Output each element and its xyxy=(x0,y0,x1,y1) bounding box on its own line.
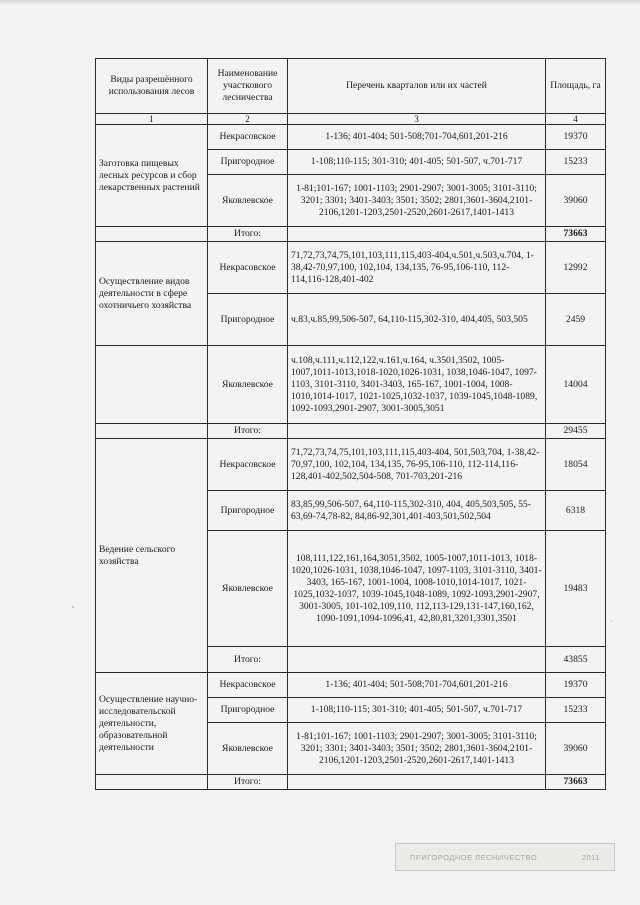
scan-speck xyxy=(611,620,612,622)
area-cell: 39060 xyxy=(546,175,606,227)
quarters-cell: 71,72,73,74,75,101,103,111,115,403-404,ч.501,ч.503,ч.704, 1-38,42-70,97,100, 102,104, 134,135, 76-95,106-110, 112-114,116-128,401-402 xyxy=(288,242,546,294)
quarters-cell: 1-108;110-115; 301-310; 401-405; 501-507, ч.701-717 xyxy=(288,150,546,175)
column-number-row xyxy=(96,114,606,125)
stamp-text: ПРИГОРОДНОЕ ЛЕСНИЧЕСТВО xyxy=(410,852,538,862)
quarters-cell: 108,111,122,161,164,3051,3502, 1005-1007,1011-1013, 1018-1020,1026-1031, 1038,1046-1047, 1097-1103, 3101-3110, 3401-3403, 165-167, 1001-1004, 1008-1010,1014-1017, 1021-1025,1032-1037, 1039-1045,1048-1089, 1092-1093,2901-2907, 3001-3005, 101-102,109,110, 112,113-129,131-147,160,162, 1090-1091,1094-1096,41, 42,80,81,3201,3301,3501 xyxy=(288,531,546,647)
area-cell: 2459 xyxy=(546,294,606,346)
forestry-cell: Пригородное xyxy=(208,491,288,531)
total-label: Итого: xyxy=(208,647,288,673)
total-label: Итого: xyxy=(208,227,288,242)
quarters-cell: 1-108;110-115; 301-310; 401-405; 501-507, ч.701-717 xyxy=(288,698,546,723)
column-number: 2 xyxy=(208,114,288,125)
area-cell: 6318 xyxy=(546,491,606,531)
area-cell: 39060 xyxy=(546,723,606,775)
use-type-cell: Осуществление научно-исследовательской деятельности, образовательной деятельности xyxy=(96,673,208,775)
forestry-cell: Яковлевское xyxy=(208,531,288,647)
table-row xyxy=(96,125,606,150)
quarters-cell: 1-136; 401-404; 501-508;701-704,601,201-216 xyxy=(288,125,546,150)
forestry-cell: Яковлевское xyxy=(208,175,288,227)
area-cell: 15233 xyxy=(546,698,606,723)
forestry-cell: Яковлевское xyxy=(208,723,288,775)
column-number: 3 xyxy=(288,114,546,125)
area-cell: 18054 xyxy=(546,439,606,491)
table-header-row xyxy=(96,59,606,114)
header-area: Площадь, га xyxy=(546,59,606,114)
empty-cell xyxy=(96,424,208,439)
forestry-cell: Некрасовское xyxy=(208,125,288,150)
quarters-cell: 1-81;101-167; 1001-1103; 2901-2907; 3001-3005; 3101-3110; 3201; 3301; 3401-3403; 3501; 3502; 2801,3601-3604,2101-2106,1201-1203,2501-2520,2601-2617,1401-1413 xyxy=(288,723,546,775)
total-label: Итого: xyxy=(208,424,288,439)
archive-stamp xyxy=(395,843,615,871)
total-value: 29455 xyxy=(546,424,606,439)
column-number: 4 xyxy=(546,114,606,125)
forestry-cell: Некрасовское xyxy=(208,439,288,491)
empty-cell xyxy=(96,227,208,242)
empty-cell xyxy=(288,775,546,790)
area-cell: 14004 xyxy=(546,346,606,424)
use-type-cell: Осуществление видов деятельности в сфере охотничьего хозяйства xyxy=(96,242,208,346)
total-value: 73663 xyxy=(546,227,606,242)
header-use-type: Виды разрешённого использования лесов xyxy=(96,59,208,114)
header-quarters: Перечень кварталов или их частей xyxy=(288,59,546,114)
total-value: 43855 xyxy=(546,647,606,673)
header-forestry: Наименование участкового лесничества xyxy=(208,59,288,114)
empty-cell xyxy=(288,227,546,242)
total-row xyxy=(96,424,606,439)
area-cell: 19370 xyxy=(546,125,606,150)
area-cell: 19483 xyxy=(546,531,606,647)
forestry-cell: Некрасовское xyxy=(208,673,288,698)
total-value: 73663 xyxy=(546,775,606,790)
forestry-cell: Пригородное xyxy=(208,698,288,723)
scan-speck xyxy=(72,606,74,608)
forestry-cell: Пригородное xyxy=(208,150,288,175)
stamp-year: 2011 xyxy=(581,852,600,862)
empty-cell xyxy=(96,775,208,790)
quarters-cell: 71,72,73,74,75,101,103,111,115,403-404, 501,503,704, 1-38,42-70,97,100, 102,104, 134,135, 76-95,106-110, 112-114,116-128,401-402,502,504-508, 701-703,201-216 xyxy=(288,439,546,491)
total-row xyxy=(96,775,606,790)
area-cell: 15233 xyxy=(546,150,606,175)
forest-use-table xyxy=(95,58,606,790)
quarters-cell: ч.83,ч.85,99,506-507, 64,110-115,302-310, 404,405, 503,505 xyxy=(288,294,546,346)
scan-top-edge xyxy=(0,0,640,6)
quarters-cell: 1-81;101-167; 1001-1103; 2901-2907; 3001-3005; 3101-3110; 3201; 3301; 3401-3403; 3501; 3502; 2801,3601-3604,2101-2106,1201-1203,2501-2520,2601-2617,1401-1413 xyxy=(288,175,546,227)
table-row xyxy=(96,439,606,491)
empty-cell xyxy=(96,346,208,424)
empty-cell xyxy=(288,424,546,439)
table-row xyxy=(96,673,606,698)
area-cell: 19370 xyxy=(546,673,606,698)
use-type-cell: Ведение сельского хозяйства xyxy=(96,439,208,673)
table-row xyxy=(96,242,606,294)
total-label: Итого: xyxy=(208,775,288,790)
forestry-cell: Яковлевское xyxy=(208,346,288,424)
forestry-cell: Пригородное xyxy=(208,294,288,346)
quarters-cell: 83,85,99,506-507, 64,110-115,302-310, 404, 405,503,505, 55-63,69-74,78-82, 84,86-92,301,401-403,501,502,504 xyxy=(288,491,546,531)
column-number: 1 xyxy=(96,114,208,125)
quarters-cell: ч.108,ч.111,ч.112,122,ч.161,ч.164, ч.3501,3502, 1005-1007,1011-1013,1018-1020,1026-1031, 1038,1046-1047, 1097-1103, 3101-3110, 3401-3403, 165-167, 1001-1004, 1008-1010,1014-1017, 1021-1025,1032-1037, 1039-1045,1048-1089, 1092-1093,2901-2907, 3001-3005,3051 xyxy=(288,346,546,424)
quarters-cell: 1-136; 401-404; 501-508;701-704,601,201-216 xyxy=(288,673,546,698)
area-cell: 12992 xyxy=(546,242,606,294)
empty-cell xyxy=(288,647,546,673)
total-row xyxy=(96,227,606,242)
use-type-cell: Заготовка пищевых лесных ресурсов и сбор лекарственных растений xyxy=(96,125,208,227)
forestry-cell: Некрасовское xyxy=(208,242,288,294)
table-row xyxy=(96,346,606,424)
